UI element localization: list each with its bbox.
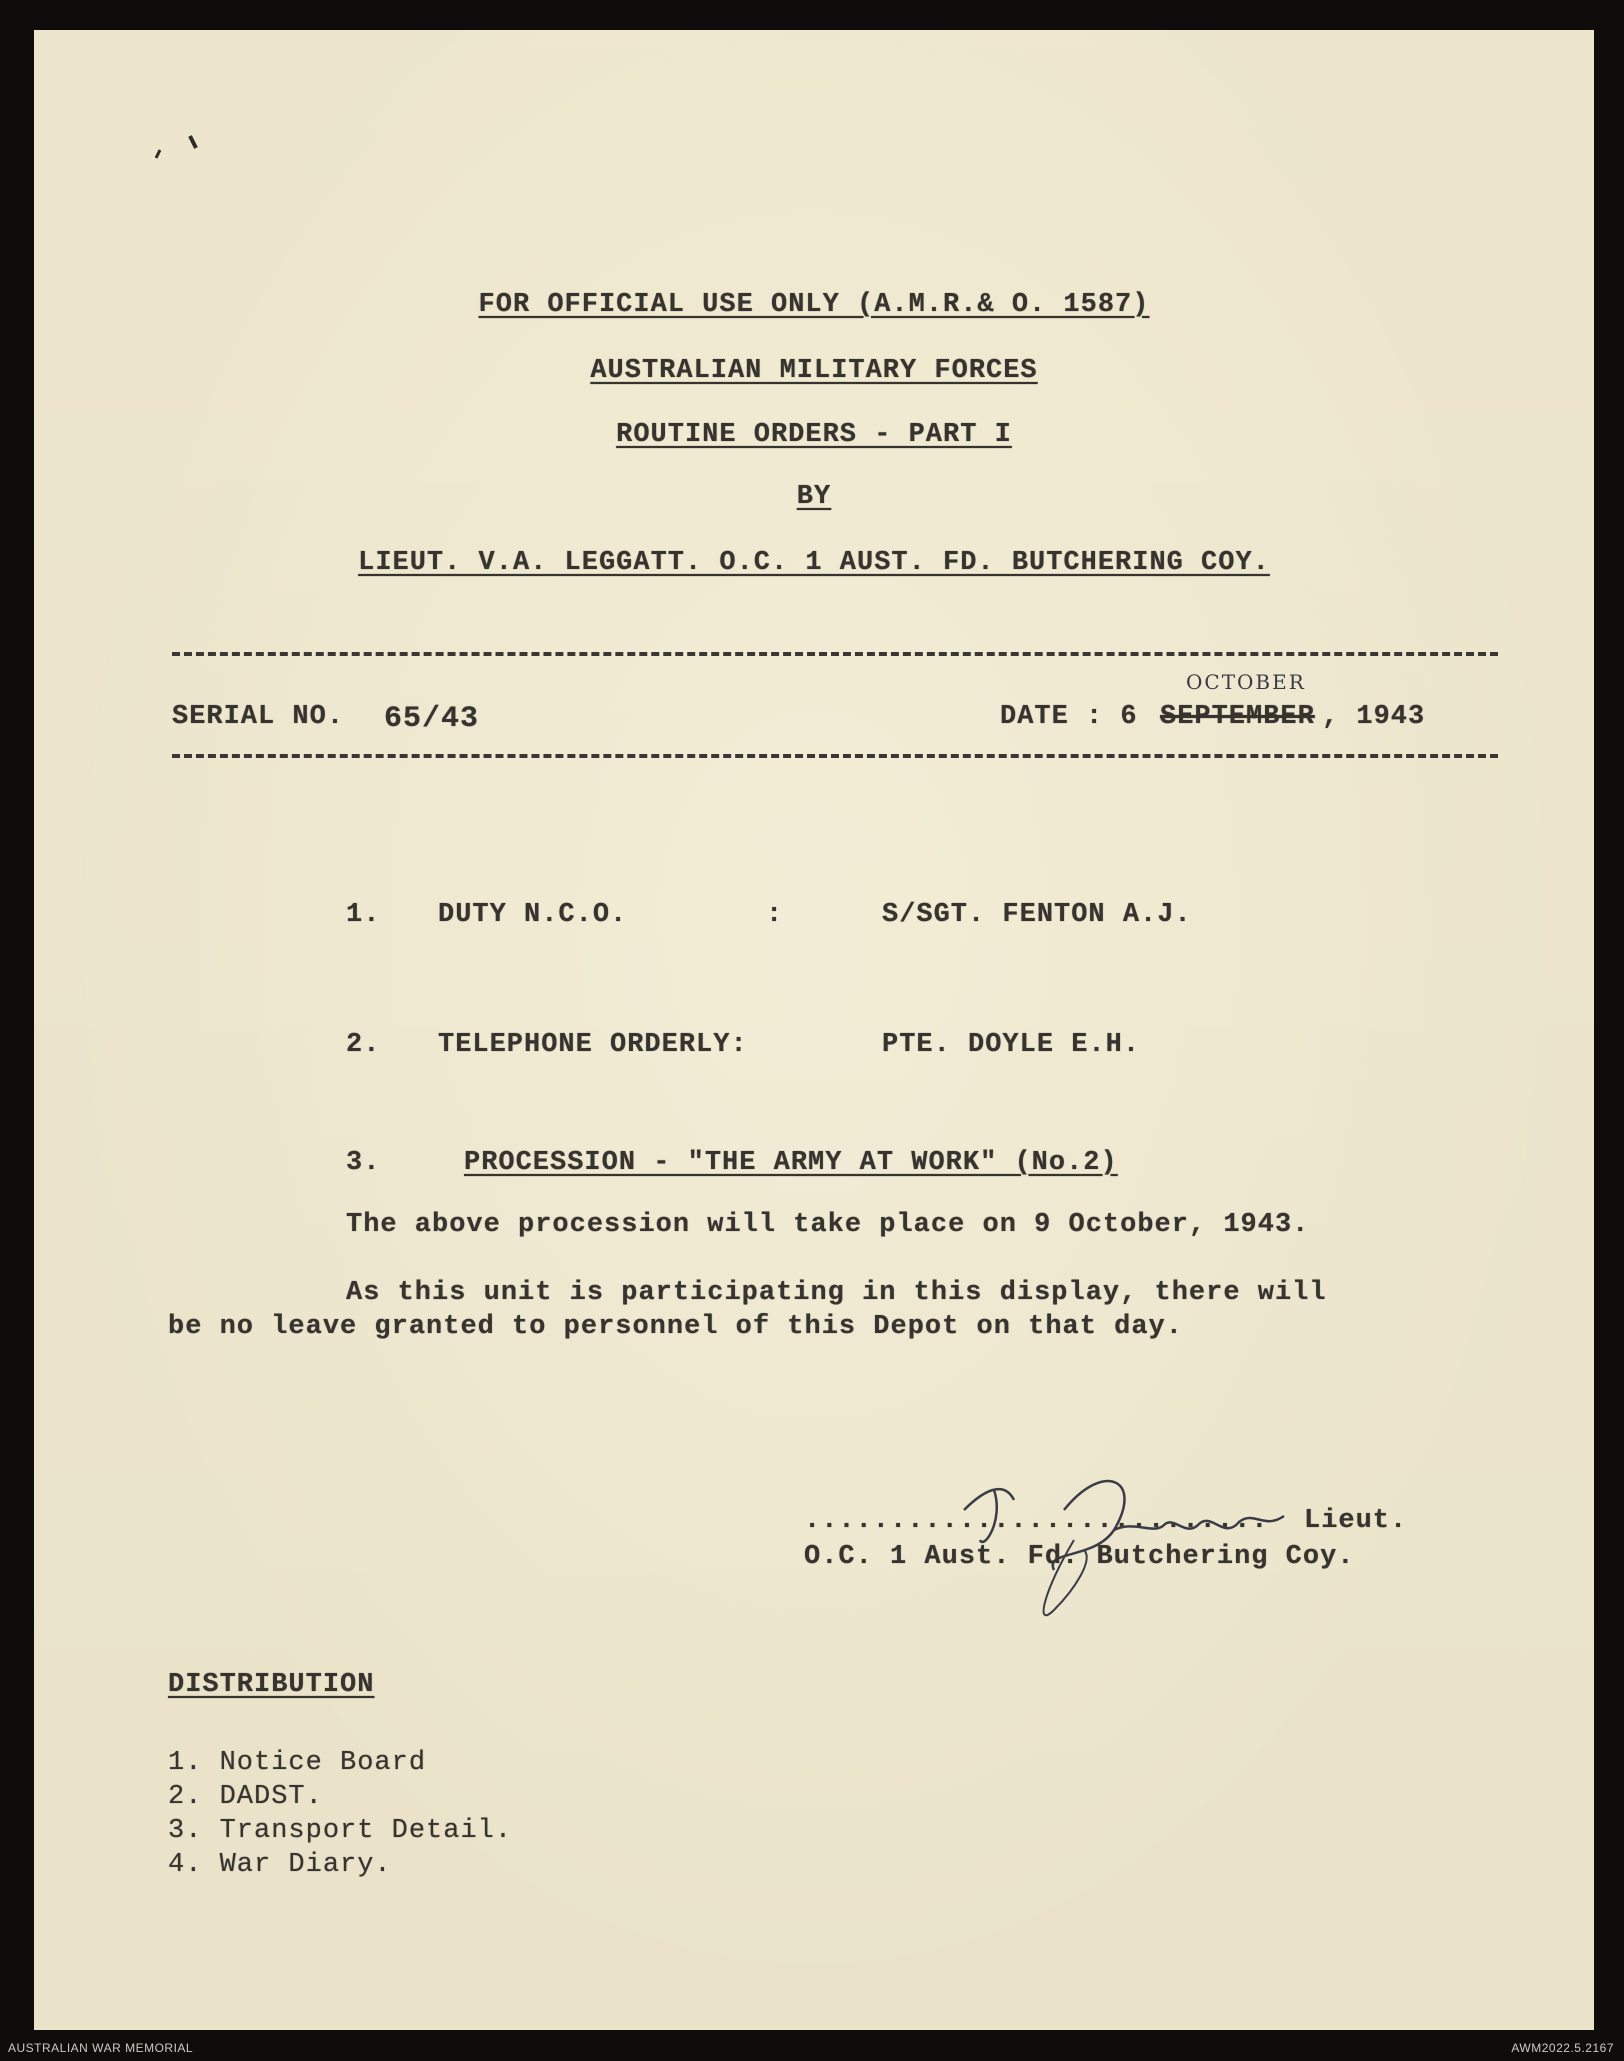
order-item-value: PTE. DOYLE E.H. [882,1030,1141,1060]
header-issuer: LIEUT. V.A. LEGGATT. O.C. 1 AUST. FD. BUTCHERING COY. [358,548,1270,578]
procession-heading: PROCESSION - "THE ARMY AT WORK" (No.2) [464,1148,1118,1178]
distribution-item: 2. DADST. [168,1782,323,1812]
date-month-handwritten: OCTOBER [1186,670,1306,694]
header-organisation: AUSTRALIAN MILITARY FORCES [590,356,1038,386]
archive-reference: AWM2022.5.2167 [1511,2041,1614,2055]
staple-mark-icon [152,130,202,170]
signature-rank: Lieut. [1304,1506,1408,1536]
order-item-separator: : [766,900,784,930]
header-order-type: ROUTINE ORDERS - PART I [616,420,1012,450]
order-item-number: 1. [346,900,381,930]
divider-bottom [172,754,1498,758]
order-item-number: 3. [346,1148,381,1178]
document-page [34,30,1594,2030]
order-item-label: DUTY N.C.O. [438,900,628,930]
divider-top [172,652,1498,656]
procession-paragraph-2b: be no leave granted to personnel of this Depot on that day. [168,1312,1183,1342]
distribution-heading: DISTRIBUTION [168,1670,375,1700]
serial-value: 65/43 [384,702,480,736]
distribution-item: 3. Transport Detail. [168,1816,513,1846]
date-label: DATE : 6 [1000,702,1138,732]
serial-label: SERIAL NO. [172,702,345,732]
procession-paragraph-2a: As this unit is participating in this display, there will [346,1278,1327,1308]
signature-title: O.C. 1 Aust. Fd. Butchering Coy. [804,1542,1355,1572]
order-item-label: TELEPHONE ORDERLY: [438,1030,748,1060]
header-by: BY [796,482,832,512]
header-restriction: FOR OFFICIAL USE ONLY (A.M.R.& O. 1587) [478,290,1150,320]
procession-paragraph-1: The above procession will take place on 9 October, 1943. [346,1210,1310,1240]
distribution-item: 4. War Diary. [168,1850,392,1880]
date-year: , 1943 [1322,702,1426,732]
order-item-value: S/SGT. FENTON A.J. [882,900,1192,930]
archive-credit: AUSTRALIAN WAR MEMORIAL [8,2041,194,2055]
date-month-struck: SEPTEMBER [1160,702,1315,732]
order-item-number: 2. [346,1030,381,1060]
signature-dots: ........................... [804,1506,1269,1536]
distribution-item: 1. Notice Board [168,1748,427,1778]
